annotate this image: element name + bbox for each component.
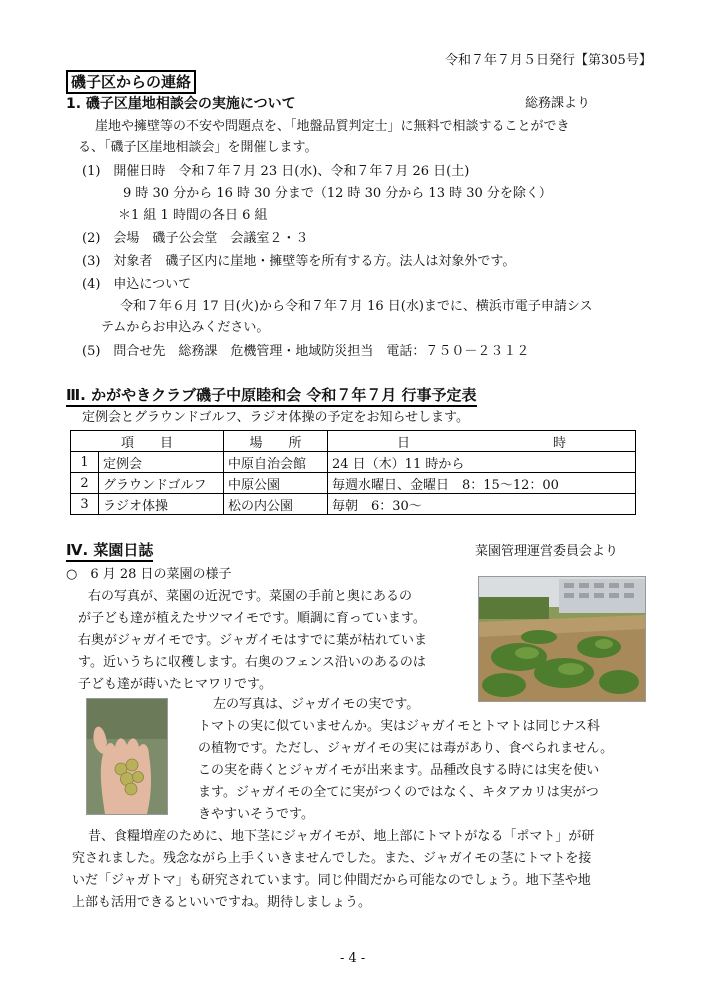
row-number: 3 [71, 494, 99, 515]
section-heading-kagayaki: Ⅲ. かがやきクラブ磯子中原睦和会 令和７年７月 行事予定表 [66, 385, 477, 407]
body-line: 昔、食糧増産のために、地下茎にジャガイモが、地上部にトマトがなる「ポマト」が研 [88, 829, 595, 844]
body-line: きやすいそうです。 [198, 807, 314, 822]
list-item-contact: (5) 問合せ先 総務課 危機管理・地域防災担当 電話：７５０－２３１２ [82, 344, 530, 359]
row-item: 定例会 [99, 452, 224, 473]
section-heading-garden: Ⅳ. 菜園日誌 [66, 540, 153, 562]
row-place: 松の内公園 [224, 494, 328, 515]
table-header: 場 所 [224, 431, 328, 452]
section-intro: 定例会とグラウンドゴルフ、ラジオ体操の予定をお知らせします。 [82, 410, 470, 425]
row-date: 24 日（木）11 時から [328, 452, 636, 473]
section-heading-isogo: 磯子区からの連絡 [66, 70, 196, 94]
garden-photo [478, 576, 646, 702]
body-line: る、「磯子区崖地相談会」を開催します。 [78, 140, 318, 155]
potato-fruit-photo [86, 698, 168, 815]
body-line: す。近いうちに収穫します。右奥のフェンス沿いのあるのは [78, 655, 426, 670]
table-row [71, 494, 636, 515]
body-line: テムからお申込みください。 [101, 320, 270, 335]
potato-fruit-image [87, 699, 167, 814]
list-item-target: (3) 対象者 磯子区内に崖地・擁壁等を所有する方。法人は対象外です。 [82, 254, 516, 269]
body-line: トマトの実に似ていませんか。実はジャガイモとトマトは同じナス科 [198, 719, 600, 734]
row-date: 毎朝 6：30～ [328, 494, 636, 515]
table-row [71, 452, 636, 473]
body-line: ます。ジャガイモの全てに実がつくのではなく、キタアカリは実がつ [198, 785, 599, 800]
item-department: 総務課より [525, 96, 591, 111]
row-place: 中原自治会館 [224, 452, 328, 473]
list-item-date: (1) 開催日時 令和７年７月 23 日(水)、令和７年７月 26 日(土) [82, 164, 470, 179]
body-line: 崖地や擁壁等の不安や問題点を、「地盤品質判定士」に無料で相談することができ [95, 119, 570, 134]
row-number: 1 [71, 452, 99, 473]
body-line: この実を蒔くとジャガイモが出来ます。品種改良する時には実を使い [198, 763, 600, 778]
body-line: 右奥がジャガイモです。ジャガイモはすでに葉が枯れていま [78, 633, 428, 648]
row-number: 2 [71, 473, 99, 494]
body-line: 究されました。残念ながら上手くいきませんでした。また、ジャガイモの茎にトマトを接 [72, 851, 592, 866]
item-title-cliff-consultation: 1. 磯子区崖地相談会の実施について [66, 96, 296, 112]
body-line: 子ども達が蒔いたヒマワリです。 [78, 677, 272, 692]
list-item-time: 9 時 30 分から 16 時 30 分まで（12 時 30 分から 13 時 30 分を除く） [123, 186, 552, 201]
schedule-table [70, 430, 636, 515]
body-line: が子ども達が植えたサツマイモです。順調に育っています。 [78, 611, 426, 626]
table-header: 日 時 [328, 431, 636, 452]
list-item-venue: (2) 会場 磯子公会堂 会議室２・３ [82, 231, 309, 246]
table-header: 項 目 [71, 431, 224, 452]
body-line: 上部も活用できるといいですね。期待しましょう。 [72, 895, 372, 910]
row-item: グラウンドゴルフ [99, 473, 224, 494]
body-line: いだ「ジャガトマ」も研究されています。同じ仲間だから可能なのでしょう。地下茎や地 [72, 873, 591, 888]
page-number: - 4 - [340, 951, 366, 966]
table-header-row [71, 431, 636, 452]
body-line: 左の写真は、ジャガイモの実です。 [213, 697, 420, 712]
row-item: ラジオ体操 [99, 494, 224, 515]
body-line: 右の写真が、菜園の近況です。菜園の手前と奥にあるの [88, 589, 412, 604]
row-place: 中原公園 [224, 473, 328, 494]
section-department: 菜園管理運営委員会より [475, 544, 619, 559]
garden-photo-image [479, 577, 645, 701]
body-line: の植物です。ただし、ジャガイモの実には毒があり、食べられません。 [198, 741, 614, 756]
issue-date: 令和７年７月５日発行【第305号】 [445, 53, 652, 68]
body-line: 令和７年６月 17 日(火)から令和７年７月 16 日(水)までに、横浜市電子申請シス [120, 299, 593, 314]
list-item-application: (4) 申込について [82, 277, 192, 292]
bullet-heading: ○ 6 月 28 日の菜園の様子 [66, 567, 232, 582]
list-item-note: ＊1 組 1 時間の各日 6 組 [118, 208, 268, 223]
table-row [71, 473, 636, 494]
row-date: 毎週水曜日、金曜日 8：15～12：00 [328, 473, 636, 494]
